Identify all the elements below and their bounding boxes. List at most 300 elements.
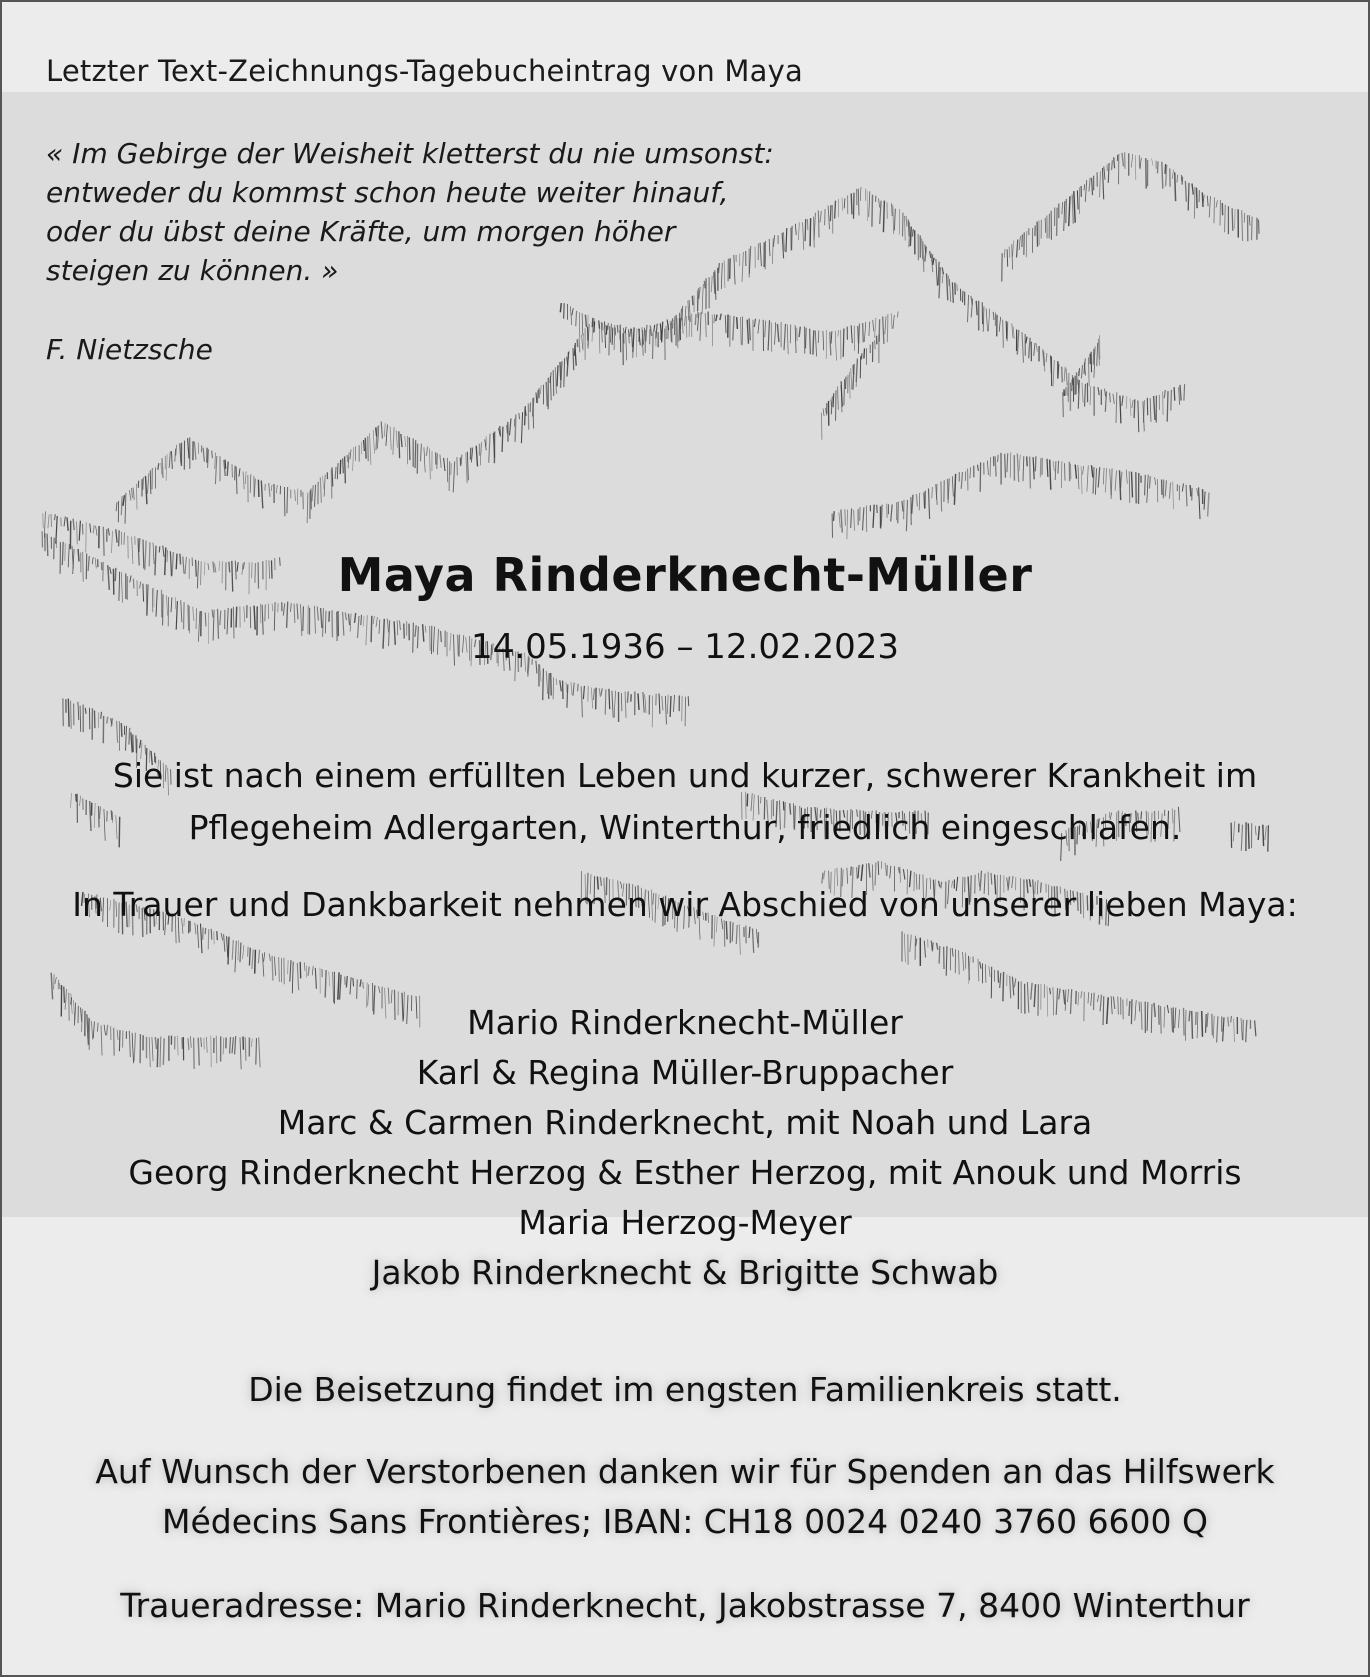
sketch-stroke (236, 607, 237, 628)
message-line: Pflegeheim Adlergarten, Winterthur, friedlich eingeschlafen. (188, 808, 1182, 847)
sketch-stroke (345, 613, 346, 621)
sketch-stroke (1249, 215, 1250, 226)
sketch-stroke (350, 977, 351, 994)
sketch-stroke (1158, 161, 1159, 173)
sketch-stroke (287, 487, 288, 513)
sketch-stroke (891, 313, 892, 328)
sketch-stroke (386, 425, 388, 446)
sketch-stroke (1013, 327, 1014, 339)
sketch-stroke (903, 213, 904, 237)
sketch-stroke (175, 449, 176, 462)
sketch-stroke (858, 189, 859, 216)
sketch-stroke (365, 438, 366, 459)
sketch-stroke (916, 938, 917, 945)
sketch-stroke (863, 507, 864, 530)
sketch-stroke (952, 476, 953, 496)
sketch-stroke (405, 436, 406, 447)
sketch-stroke (239, 468, 240, 476)
donation-line: Médecins Sans Frontières; IBAN: CH18 0024 0240 3760 6600 Q (161, 1502, 1209, 1541)
sketch-stroke (169, 451, 170, 468)
sketch-stroke (851, 508, 852, 528)
sketch-stroke (437, 453, 438, 469)
sketch-stroke (325, 970, 326, 998)
sketch-stroke (258, 950, 259, 964)
sketch-stroke (887, 865, 888, 876)
sketch-stroke (880, 201, 881, 224)
sketch-stroke (355, 613, 356, 623)
mourner-name: Marc & Carmen Rinderknecht, mit Noah und Lara (277, 1103, 1093, 1142)
sketch-stroke (297, 489, 298, 505)
sketch-stroke (315, 485, 316, 507)
sketch-stroke (1188, 183, 1189, 211)
sketch-stroke (1132, 472, 1133, 498)
sketch-stroke (121, 496, 122, 515)
sketch-stroke (1175, 172, 1176, 201)
sketch-stroke (825, 209, 826, 225)
sketch-stroke (1045, 218, 1046, 233)
sketch-stroke (279, 957, 280, 982)
sketch-stroke (500, 426, 501, 437)
sketch-stroke (985, 964, 986, 982)
sketch-stroke (806, 328, 807, 349)
sketch-stroke (346, 976, 347, 988)
sketch-stroke (217, 931, 218, 940)
sketch-stroke (220, 611, 221, 626)
sketch-stroke (1149, 476, 1150, 488)
sketch-stroke (467, 452, 468, 481)
sketch-stroke (205, 613, 206, 627)
sketch-stroke (1068, 373, 1069, 402)
sketch-stroke (959, 950, 960, 974)
sketch-stroke (883, 201, 884, 233)
sketch-stroke (1069, 196, 1070, 226)
sketch-stroke (1003, 972, 1004, 1001)
quote-line: « Im Gebirge der Weisheit kletterst du nie umsonst: (46, 137, 774, 170)
sketch-stroke (952, 948, 953, 957)
sketch-stroke (340, 460, 341, 474)
sketch-stroke (932, 487, 933, 498)
sketch-stroke (937, 943, 938, 950)
sketch-stroke (56, 516, 57, 544)
sketch-stroke (864, 348, 865, 358)
sketch-stroke (300, 962, 301, 979)
sketch-stroke (290, 960, 291, 982)
sketch-stroke (1155, 477, 1156, 485)
sketch-stroke (80, 706, 81, 732)
sketch-stroke (899, 867, 900, 873)
sketch-stroke (361, 615, 362, 625)
sketch-stroke (312, 485, 313, 501)
sketch-stroke (810, 218, 811, 246)
sketch-stroke (274, 957, 275, 976)
sketch-stroke (919, 493, 920, 510)
sketch-stroke (941, 481, 942, 511)
sketch-stroke (140, 740, 141, 748)
sketch-stroke (244, 606, 245, 622)
sketch-stroke (146, 476, 147, 504)
sketch-stroke (1126, 470, 1127, 484)
sketch-stroke (303, 492, 304, 509)
sketch-stroke (255, 950, 256, 974)
life-dates: 14.05.1936 – 12.02.2023 (471, 627, 899, 667)
sketch-stroke (1079, 368, 1080, 376)
sketch-stroke (1005, 249, 1006, 258)
sketch-stroke (1046, 353, 1047, 362)
sketch-stroke (887, 314, 888, 342)
sketch-stroke (271, 485, 272, 491)
sketch-stroke (1022, 235, 1023, 248)
sketch-stroke (93, 525, 94, 533)
sketch-stroke (1184, 384, 1185, 401)
sketch-stroke (421, 444, 422, 462)
sketch-stroke (1030, 457, 1031, 489)
sketch-stroke (85, 708, 86, 714)
sketch-stroke (1103, 168, 1104, 199)
sketch-stroke (1019, 236, 1020, 250)
sketch-stroke (998, 971, 999, 983)
sketch-stroke (989, 966, 990, 977)
sketch-stroke (276, 485, 277, 493)
sketch-stroke (1098, 467, 1100, 487)
sketch-stroke (269, 483, 270, 497)
sketch-stroke (1084, 184, 1085, 190)
sketch-stroke (1012, 244, 1013, 269)
sketch-stroke (851, 325, 852, 343)
sketch-stroke (976, 301, 977, 315)
sketch-stroke (803, 222, 804, 249)
sketch-stroke (810, 329, 811, 355)
sketch-stroke (986, 308, 988, 331)
sketch-stroke (1150, 398, 1151, 422)
sketch-stroke (873, 505, 874, 528)
sketch-stroke (1035, 456, 1036, 471)
sketch-stroke (831, 396, 832, 414)
sketch-stroke (132, 488, 133, 498)
sketch-stroke (1083, 466, 1084, 475)
sketch-stroke (1131, 154, 1132, 168)
sketch-stroke (1095, 468, 1096, 494)
sketch-stroke (295, 490, 296, 501)
sketch-stroke (184, 602, 185, 629)
sketch-stroke (777, 324, 779, 342)
donation-request (2, 1447, 1368, 1547)
sketch-stroke (980, 962, 981, 969)
sketch-stroke (1063, 392, 1064, 417)
sketch-stroke (1169, 483, 1170, 499)
quote-line: oder du übst deine Kräfte, um morgen höher (46, 215, 676, 248)
sketch-stroke (502, 427, 503, 452)
sketch-stroke (999, 317, 1000, 332)
sketch-stroke (1172, 170, 1173, 179)
sketch-stroke (1077, 190, 1078, 209)
sketch-stroke (605, 689, 606, 714)
sketch-stroke (892, 203, 893, 216)
sketch-stroke (1007, 453, 1008, 472)
sketch-stroke (78, 702, 79, 720)
sketch-stroke (583, 686, 584, 699)
sketch-stroke (211, 929, 212, 940)
sketch-stroke (158, 463, 159, 470)
sketch-stroke (822, 873, 823, 884)
sketch-stroke (1085, 384, 1086, 407)
sketch-stroke (1017, 330, 1018, 355)
sketch-stroke (1023, 456, 1024, 481)
sketch-stroke (119, 530, 120, 546)
sketch-stroke (957, 284, 958, 290)
sketch-stroke (813, 330, 814, 354)
sketch-stroke (987, 461, 988, 475)
mourner-name: Jakob Rinderknecht & Brigitte Schwab (371, 1253, 999, 1292)
sketch-stroke (916, 494, 917, 507)
sketch-stroke (123, 495, 124, 506)
sketch-stroke (790, 325, 791, 344)
sketch-stroke (291, 603, 292, 612)
sketch-stroke (1034, 343, 1035, 356)
message-line: Sie ist nach einem erfüllten Leben und kurzer, schwerer Krankheit im (112, 756, 1258, 795)
sketch-stroke (1105, 389, 1106, 397)
sketch-stroke (337, 463, 338, 479)
sketch-stroke (215, 453, 216, 470)
sketch-stroke (1050, 460, 1051, 490)
sketch-stroke (250, 607, 251, 629)
sketch-stroke (245, 472, 246, 485)
sketch-stroke (161, 463, 162, 475)
sketch-stroke (1190, 485, 1191, 496)
sketch-stroke (555, 367, 556, 394)
sketch-stroke (221, 933, 222, 940)
sketch-stroke (1204, 492, 1205, 510)
sketch-stroke (1024, 232, 1025, 255)
sketch-stroke (101, 712, 102, 719)
sketch-stroke (1122, 396, 1123, 406)
sketch-stroke (869, 322, 870, 336)
sketch-stroke (912, 495, 913, 514)
funeral-notice: Die Beisetzung findet im engsten Familienkreis statt. (248, 1370, 1122, 1409)
sketch-stroke (1179, 387, 1180, 405)
sketch-stroke (1220, 200, 1221, 226)
sketch-stroke (449, 461, 450, 491)
sketch-stroke (515, 415, 516, 442)
sketch-stroke (426, 447, 427, 456)
sketch-stroke (321, 608, 322, 628)
sketch-stroke (775, 322, 776, 344)
sketch-stroke (1085, 180, 1086, 202)
sketch-stroke (1209, 196, 1210, 217)
sketch-stroke (549, 673, 550, 699)
sketch-stroke (1104, 166, 1105, 179)
sketch-stroke (625, 692, 626, 718)
sketch-stroke (1114, 157, 1115, 168)
sketch-stroke (347, 455, 348, 462)
sketch-stroke (381, 421, 382, 438)
sketch-stroke (1111, 468, 1112, 499)
sketch-stroke (851, 368, 852, 389)
sketch-stroke (1007, 249, 1008, 266)
sketch-stroke (1075, 465, 1076, 479)
sketch-stroke (262, 953, 263, 976)
sketch-stroke (1090, 386, 1091, 405)
sketch-stroke (736, 925, 737, 944)
sketch-stroke (1058, 364, 1059, 375)
sketch-stroke (225, 460, 226, 469)
mourner-name: Georg Rinderknecht Herzog & Esther Herzog, mit Anouk und Morris (128, 1153, 1242, 1192)
sketch-stroke (55, 977, 57, 984)
sketch-stroke (1082, 383, 1083, 403)
sketch-stroke (998, 455, 999, 462)
sketch-stroke (814, 213, 815, 241)
sketch-stroke (844, 379, 845, 405)
sketch-stroke (1010, 976, 1011, 999)
sketch-stroke (1194, 187, 1195, 219)
sketch-stroke (885, 863, 886, 875)
sketch-stroke (1092, 465, 1093, 477)
sketch-stroke (936, 259, 937, 286)
sketch-stroke (904, 934, 905, 963)
sketch-stroke (963, 291, 964, 303)
sketch-stroke (1232, 208, 1233, 231)
sketch-stroke (546, 382, 547, 406)
sketch-stroke (903, 869, 905, 879)
sketch-stroke (1017, 240, 1018, 258)
sketch-stroke (54, 514, 55, 520)
sketch-stroke (51, 973, 52, 1000)
sketch-stroke (601, 688, 602, 695)
donation-line: Auf Wunsch der Verstorbenen danken wir für Spenden an das Hilfswerk (95, 1452, 1275, 1491)
sketch-stroke (732, 922, 733, 941)
sketch-stroke (828, 206, 829, 230)
sketch-stroke (912, 229, 913, 237)
sketch-stroke (910, 935, 912, 952)
sketch-stroke (214, 931, 215, 944)
sketch-stroke (1186, 485, 1187, 506)
sketch-stroke (1047, 459, 1048, 477)
sketch-stroke (724, 920, 725, 946)
sketch-stroke (662, 696, 663, 710)
sketch-stroke (1013, 241, 1014, 257)
sketch-stroke (924, 941, 925, 958)
sketch-stroke (370, 433, 371, 465)
sketch-stroke (224, 934, 225, 951)
sketch-stroke (176, 445, 177, 456)
sketch-stroke (1163, 392, 1164, 415)
sketch-stroke (150, 470, 151, 494)
sketch-stroke (116, 502, 117, 511)
sketch-stroke (835, 331, 836, 361)
sketch-stroke (1098, 339, 1099, 366)
sketch-stroke (236, 467, 237, 494)
sketch-stroke (864, 322, 866, 342)
sketch-stroke (885, 316, 886, 334)
sketch-stroke (795, 325, 796, 353)
sketch-stroke (878, 861, 879, 875)
sketch-stroke (609, 689, 610, 709)
sketch-stroke (243, 472, 244, 490)
sketch-stroke (243, 945, 244, 959)
sketch-stroke (1177, 175, 1178, 183)
sketch-stroke (899, 209, 900, 235)
sketch-stroke (1044, 351, 1045, 371)
sketch-stroke (546, 671, 547, 694)
sketch-stroke (353, 447, 354, 471)
sketch-stroke (643, 692, 644, 713)
sketch-stroke (1000, 973, 1001, 988)
sketch-stroke (1197, 188, 1198, 209)
sketch-stroke (393, 427, 394, 455)
sketch-stroke (1061, 461, 1062, 488)
sketch-stroke (1009, 246, 1010, 257)
sketch-stroke (875, 340, 876, 349)
sketch-stroke (881, 505, 882, 526)
sketch-stroke (933, 258, 934, 265)
sketch-stroke (1185, 181, 1186, 202)
sketch-stroke (1116, 392, 1117, 423)
sketch-stroke (593, 689, 594, 700)
sketch-stroke (480, 442, 481, 465)
sketch-stroke (627, 692, 628, 703)
sketch-stroke (1003, 320, 1004, 348)
sketch-stroke (525, 406, 526, 425)
mourner-name: Karl & Regina Müller-Bruppacher (416, 1053, 954, 1092)
sketch-stroke (857, 867, 858, 879)
sketch-stroke (1012, 977, 1013, 996)
sketch-stroke (930, 251, 931, 258)
sketch-stroke (869, 863, 870, 877)
sketch-stroke (284, 487, 285, 516)
sketch-stroke (424, 447, 425, 472)
sketch-stroke (329, 611, 330, 622)
sketch-stroke (659, 694, 660, 714)
sketch-stroke (830, 205, 831, 221)
sketch-stroke (902, 501, 903, 512)
sketch-stroke (841, 510, 842, 533)
sketch-stroke (834, 511, 835, 521)
mourner-name: Maria Herzog-Meyer (518, 1203, 852, 1242)
sketch-stroke (373, 430, 374, 453)
sketch-stroke (854, 510, 855, 531)
sketch-stroke (307, 493, 308, 523)
sketch-stroke (1062, 202, 1063, 214)
sketch-stroke (824, 870, 825, 879)
sketch-stroke (1216, 200, 1217, 207)
sketch-stroke (1064, 367, 1065, 382)
sketch-stroke (1145, 475, 1146, 496)
sketch-stroke (823, 331, 824, 350)
sketch-stroke (1087, 465, 1088, 491)
sketch-stroke (390, 427, 391, 450)
sketch-stroke (612, 691, 613, 718)
sketch-stroke (68, 699, 69, 727)
sketch-stroke (949, 279, 950, 302)
sketch-stroke (1154, 396, 1155, 420)
sketch-stroke (798, 222, 799, 240)
sketch-stroke (269, 954, 270, 961)
sketch-stroke (240, 943, 241, 963)
sketch-stroke (1182, 483, 1183, 491)
diary-entry-label: Letzter Text-Zeichnungs-Tagebucheintrag von Maya (46, 54, 803, 88)
sketch-stroke (258, 480, 259, 497)
sketch-stroke (910, 227, 911, 247)
sketch-stroke (784, 232, 785, 251)
sketch-stroke (924, 493, 925, 509)
sketch-stroke (1026, 231, 1027, 257)
sketch-stroke (1174, 387, 1175, 401)
sketch-stroke (1027, 457, 1028, 467)
sketch-stroke (1105, 468, 1106, 492)
sketch-stroke (1110, 393, 1111, 403)
sketch-stroke (939, 946, 940, 964)
sketch-stroke (1074, 191, 1075, 223)
sketch-stroke (203, 448, 204, 462)
